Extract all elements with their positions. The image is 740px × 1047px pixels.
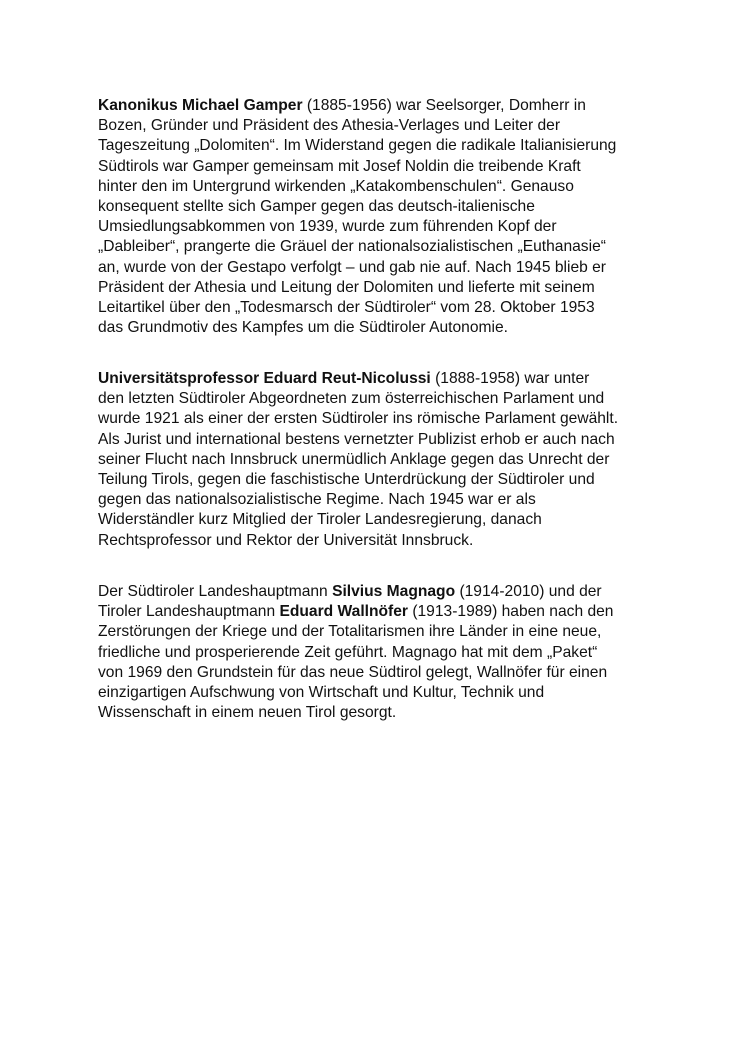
body-text: Der Südtiroler Landeshauptmann [98, 583, 333, 600]
text-line [98, 389, 698, 409]
text-line [98, 643, 698, 663]
bold-name-text: Universitätsprofessor Eduard Reut-Nicolussi [98, 370, 431, 387]
body-text: einzigartigen Aufschwung von Wirtschaft und Kultur, Technik und [98, 684, 545, 702]
body-text: Umsiedlungsabkommen von 1939, wurde zum führenden Kopf der [98, 218, 557, 236]
text-line [98, 582, 698, 602]
body-text: (1914-2010) und der [455, 583, 602, 600]
body-text: Bozen, Gründer und Präsident des Athesia-Verlages und Leiter der [98, 117, 561, 135]
text-line [98, 197, 698, 217]
bold-name-text: Kanonikus Michael Gamper [98, 97, 303, 114]
body-text: konsequent stellte sich Gamper gegen das deutsch-italienische [98, 198, 535, 216]
paragraph-gamper [98, 96, 698, 338]
text-line [98, 318, 698, 338]
body-text: (1913-1989) haben nach den [407, 603, 614, 621]
text-line [98, 409, 698, 429]
body-text: das Grundmotiv des Kampfes um die Südtiroler Autonomie. [98, 319, 508, 337]
body-text: Rechtsprofessor und Rektor der Universität Innsbruck. [98, 531, 474, 549]
body-text: an, wurde von der Gestapo verfolgt – und gab nie auf. Nach 1945 blieb er [98, 258, 606, 276]
body-text: Wissenschaft in einem neuen Tirol gesorgt. [98, 704, 397, 722]
body-text: gegen das nationalsozialistische Regime. Nach 1945 war er als [98, 491, 536, 509]
text-line [98, 177, 698, 197]
text-line [98, 369, 698, 389]
text-line [98, 258, 698, 278]
body-text: den letzten Südtiroler Abgeordneten zum österreichischen Parlament und [98, 390, 605, 408]
bold-name-text: Eduard Wallnöfer [279, 603, 408, 621]
text-line [98, 136, 698, 156]
body-text: Als Jurist und international bestens vernetzter Publizist erhob er auch nach [98, 430, 615, 448]
text-line [98, 157, 698, 177]
body-text: „Dableiber“, prangerte die Gräuel der nationalsozialistischen „Euthanasie“ [98, 238, 606, 256]
body-text: Tageszeitung „Dolomiten“. Im Widerstand gegen die radikale Italianisierung [98, 137, 617, 155]
text-line [98, 602, 698, 622]
text-line [98, 96, 698, 116]
body-text: Tiroler Landeshauptmann [98, 603, 280, 621]
text-line [98, 430, 698, 450]
body-text: (1885-1956) war Seelsorger, Domherr in [302, 97, 586, 114]
bold-name-text: Silvius Magnago [332, 583, 456, 600]
body-text: friedliche und prosperierende Zeit geführt. Magnago hat mit dem „Paket“ [98, 643, 598, 661]
text-line [98, 683, 698, 703]
body-text: Präsident der Athesia und Leitung der Dolomiten und lieferte mit seinem [98, 278, 595, 296]
text-line [98, 510, 698, 530]
body-text: Leitartikel über den „Todesmarsch der Südtiroler“ vom 28. Oktober 1953 [98, 299, 595, 317]
text-line [98, 490, 698, 510]
text-line [98, 278, 698, 298]
text-line [98, 663, 698, 683]
text-line [98, 703, 698, 723]
text-line [98, 116, 698, 136]
body-text: wurde 1921 als einer der ersten Südtiroler ins römische Parlament gewählt. [98, 410, 619, 428]
body-text: von 1969 den Grundstein für das neue Südtirol gelegt, Wallnöfer für einen [98, 663, 608, 681]
paragraph-magnago-wallnoefer [98, 582, 698, 723]
text-line [98, 298, 698, 318]
body-text: Südtirols war Gamper gemeinsam mit Josef Noldin die treibende Kraft [98, 157, 581, 175]
body-text: hinter den im Untergrund wirkenden „Katakombenschulen“. Genauso [98, 177, 574, 195]
text-line [98, 470, 698, 490]
text-line [98, 217, 698, 237]
body-text: Teilung Tirols, gegen die faschistische Unterdrückung der Südtiroler und [98, 471, 595, 489]
text-line [98, 237, 698, 257]
paragraph-reut-nicolussi [98, 369, 698, 551]
text-line [98, 531, 698, 551]
body-text: Zerstörungen der Kriege und der Totalitarismen ihre Länder in eine neue, [98, 623, 602, 641]
text-line [98, 450, 698, 470]
body-text: Widerständler kurz Mitglied der Tiroler Landesregierung, danach [98, 511, 542, 529]
body-text: seiner Flucht nach Innsbruck unermüdlich Anklage gegen das Unrecht der [98, 450, 610, 468]
body-text: (1888-1958) war unter [430, 370, 590, 387]
text-line [98, 622, 698, 642]
